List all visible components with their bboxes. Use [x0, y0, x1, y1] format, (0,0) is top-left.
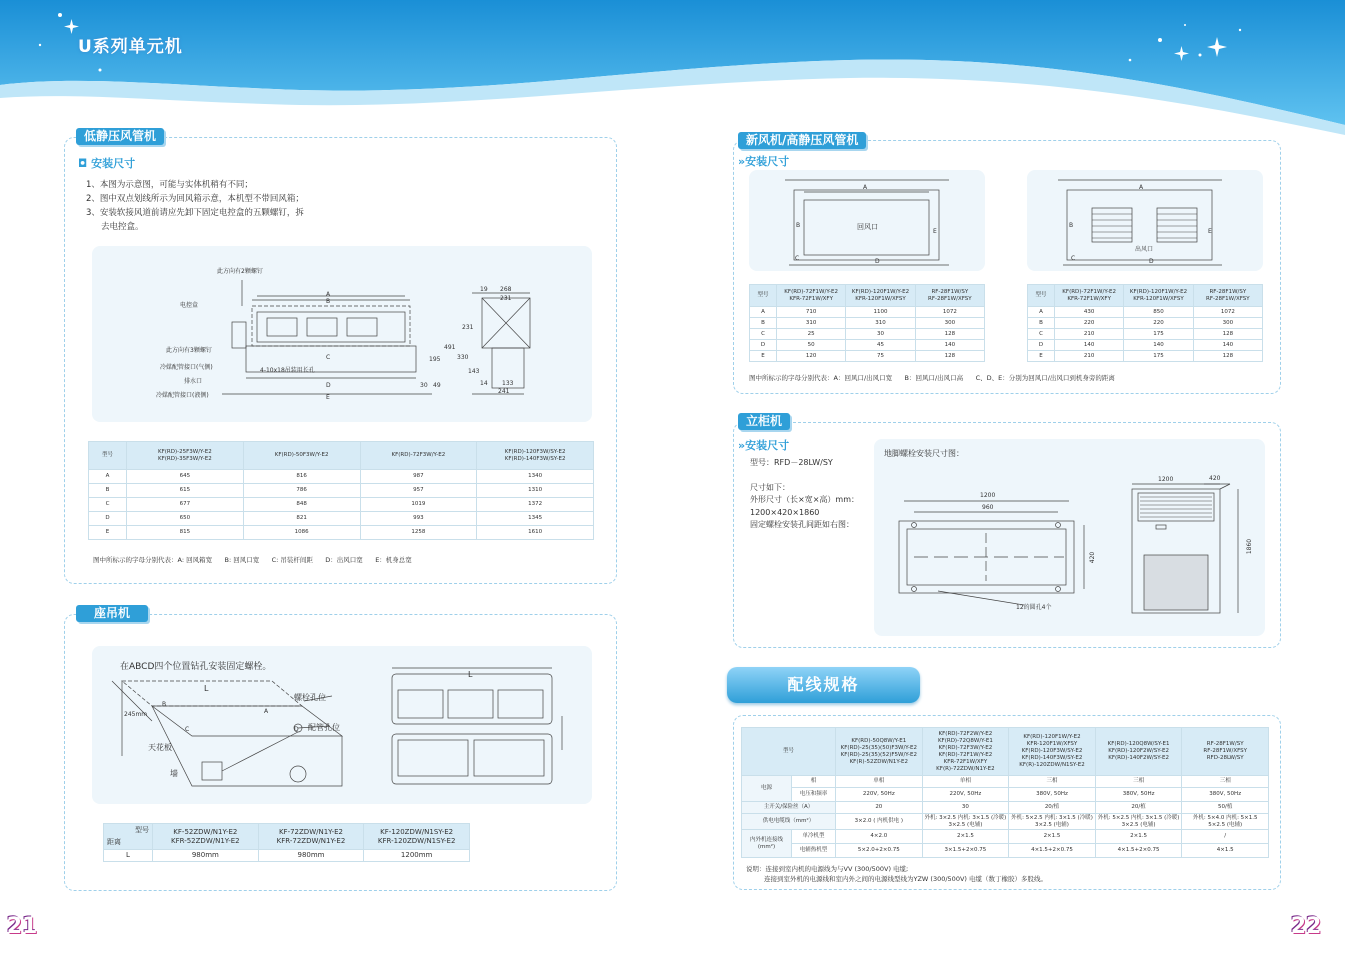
dim-E: E	[326, 394, 330, 401]
table-cell: 987	[360, 470, 477, 484]
table-row	[750, 351, 985, 362]
note-line: 2、图中双点划线所示为回风箱示意，本机型不带回风箱；	[86, 194, 304, 204]
table-cell: 1100	[846, 307, 915, 318]
fa2-A: A	[1139, 184, 1144, 191]
table-cell: 310	[846, 318, 915, 329]
cabinet-subtitle-row	[738, 437, 789, 453]
table-row	[742, 814, 1269, 830]
label-liquid-port: 冷媒配管接口(液侧)	[156, 392, 209, 399]
cabinet-model: 型号：RFD－28LW/SY	[750, 458, 833, 467]
series-title: U系列单元机	[78, 37, 183, 57]
fa1-center: 回风口	[857, 223, 878, 231]
table-cell: 电压和频率	[792, 788, 836, 802]
table-cell: E	[750, 351, 777, 362]
table-row	[1028, 307, 1263, 318]
table-cell: 850	[1124, 307, 1193, 318]
table-cell: 993	[360, 512, 477, 526]
table-cell: /	[1182, 830, 1269, 844]
table-cell: D	[750, 340, 777, 351]
label-holes: 12的圆孔4个	[1016, 604, 1052, 611]
table-row	[1028, 340, 1263, 351]
fresh-air-drawing-2	[1027, 170, 1263, 271]
ceiling-pipe-hole: 配管孔位	[308, 723, 340, 732]
fresh-air-table-1	[749, 284, 985, 362]
page-number-right: 22	[1290, 914, 1322, 939]
table-cell: 140	[1193, 340, 1262, 351]
table-row	[750, 307, 985, 318]
table-cell: L	[104, 850, 153, 862]
fa2-E: E	[1208, 228, 1212, 235]
cabinet-dims-line2: 1200×420×1860	[750, 507, 820, 517]
header-cell: 型号	[742, 728, 836, 776]
dim-960: 960	[982, 504, 994, 511]
cabinet-dims-line1: 外形尺寸（长×宽×高）mm：	[750, 495, 859, 504]
table-cell: 外机: 5×2.5 内机: 3×1.5 (冷暖) 3×2.5 (电辅)	[1095, 814, 1182, 830]
table-cell: 645	[127, 470, 244, 484]
chevron-icon: »	[738, 439, 746, 452]
table-cell: 单相	[836, 776, 923, 788]
unit-1860: 1860	[1246, 538, 1254, 555]
table-cell: 1310	[477, 484, 594, 498]
table-cell: 30	[922, 802, 1009, 814]
table-row	[742, 776, 1269, 788]
header-cell: 型号	[89, 442, 127, 470]
table-cell: 650	[127, 512, 244, 526]
table-cell: 980mm	[258, 850, 364, 862]
header-cell: 型号	[1028, 285, 1055, 307]
table-cell: 20	[836, 802, 923, 814]
low-static-notes	[86, 178, 304, 234]
wiring-note-1: 说明：连接到室内机的电源线为与VV (300/500V) 电缆;	[746, 865, 909, 873]
label-control-box: 电控盒	[180, 302, 199, 309]
table-cell: A	[1028, 307, 1055, 318]
label-drain: 排水口	[184, 378, 203, 385]
table-row	[1028, 329, 1263, 340]
table-row	[89, 470, 594, 484]
cabinet-spec	[750, 457, 859, 532]
table-cell: 128	[1193, 351, 1262, 362]
cabinet-drawing	[874, 439, 1265, 636]
table-row	[742, 844, 1269, 858]
label-direction-3: 此方向有3颗螺钉	[166, 347, 212, 354]
table-cell: 310	[777, 318, 846, 329]
ceiling-A: A	[264, 708, 269, 715]
chevron-icon: »	[738, 155, 746, 168]
header-cell: RF-28F1W/SY RF-28F1W/XFSY RFD-28LW/SY	[1182, 728, 1269, 776]
table-cell: 1372	[477, 498, 594, 512]
table-cell: 140	[1055, 340, 1124, 351]
fa1-B: B	[796, 222, 801, 229]
ceiling-L2: L	[468, 670, 473, 679]
low-static-diagram	[92, 246, 592, 422]
fa2-C: C	[1071, 255, 1076, 262]
header-cell: RF-28F1W/SY RF-28F1W/XFSY	[1193, 285, 1262, 307]
table-cell: 4×2.0	[836, 830, 923, 844]
table-cell: 1610	[477, 526, 594, 540]
table-row	[750, 318, 985, 329]
fa2-D: D	[1149, 258, 1154, 265]
low-static-table	[88, 441, 594, 540]
table-cell: 120	[777, 351, 846, 362]
table-cell: 电源	[742, 776, 792, 802]
table-cell: C	[89, 498, 127, 512]
table-cell: 380V, 50Hz	[1095, 788, 1182, 802]
table-cell: 980mm	[153, 850, 259, 862]
cabinet-dims-line3: 固定螺栓安装孔间距如右图：	[750, 520, 854, 529]
cabinet-subtitle: 安装尺寸	[745, 439, 790, 452]
wiring-note-2: 连接到室外机的电源线和室内外之间的电源线型线为YZW (300/500V) 电缆（数丁橡胶）多股线。	[764, 875, 1048, 883]
fa2-center: 出风口	[1135, 246, 1154, 253]
fresh-air-subtitle: 安装尺寸	[745, 155, 790, 168]
dim-B: B	[326, 298, 331, 305]
header-cell: KF-120ZDW/N1SY-E2 KFR-120ZDW/N1SY-E2	[364, 824, 470, 850]
ceiling-wall: 墙	[170, 769, 178, 778]
ceiling-bolt-hole: 螺栓孔位	[294, 693, 326, 702]
unit-420: 420	[1209, 475, 1221, 482]
table-cell: 128	[915, 351, 984, 362]
table-cell: 220	[1055, 318, 1124, 329]
corner-cell	[104, 824, 153, 850]
table-cell: 1019	[360, 498, 477, 512]
table-cell: 1258	[360, 526, 477, 540]
table-cell: 1072	[1193, 307, 1262, 318]
table-cell: C	[750, 329, 777, 340]
table-cell: 710	[777, 307, 846, 318]
header-cell: KF(RD)-72F3W/Y-E2	[360, 442, 477, 470]
ceiling-C: C	[185, 726, 190, 733]
note-line: 去电控盒。	[101, 222, 144, 232]
table-cell: 1340	[477, 470, 594, 484]
ceiling-board: 天花板	[148, 743, 172, 752]
table-row	[89, 512, 594, 526]
dim-A: A	[326, 291, 331, 298]
ceiling-D: D	[294, 726, 299, 733]
wiring-title-button: 配线规格	[727, 667, 920, 703]
table-cell: 786	[243, 484, 360, 498]
header-banner	[0, 0, 1345, 135]
fa2-B: B	[1069, 222, 1074, 229]
table-cell: 单相	[922, 776, 1009, 788]
header-cell: KF-72ZDW/N1Y-E2 KFR-72ZDW/N1Y-E2	[258, 824, 364, 850]
dim-231-v: 231	[462, 324, 474, 331]
table-cell: 4×1.5+2×0.75	[1009, 844, 1096, 858]
low-static-legend: 图中所标示的字母分别代表：A: 回风箱宽 B: 回风口宽 C: 吊装杆间距 D：出风口宽 E：机身总宽	[93, 556, 412, 564]
ceiling-table	[103, 823, 470, 862]
table-cell: 4×1.5+2×0.75	[1095, 844, 1182, 858]
table-cell: 主开关/保险丝（A）	[742, 802, 836, 814]
table-cell: 816	[243, 470, 360, 484]
table-cell: 50/植	[1182, 802, 1269, 814]
dim-268: 268	[500, 286, 512, 293]
table-cell: 三相	[1095, 776, 1182, 788]
header-cell: RF-28F1W/SY RF-28F1W/XFSY	[915, 285, 984, 307]
table-cell: 外机: 5×4.0 内机: 5×1.5 5×2.5 (电辅)	[1182, 814, 1269, 830]
table-row	[742, 802, 1269, 814]
table-cell: 430	[1055, 307, 1124, 318]
cabinet-tag: 立柜机	[738, 413, 790, 430]
table-cell: D	[1028, 340, 1055, 351]
table-cell: 140	[1124, 340, 1193, 351]
dim-491: 491	[444, 344, 456, 351]
cabinet-dims-title: 尺寸如下：	[750, 482, 790, 492]
fresh-air-table-2	[1027, 284, 1263, 362]
header-cell: 型号	[750, 285, 777, 307]
foot-title: 地脚螺栓安装尺寸图：	[884, 449, 964, 458]
ceiling-tag: 座吊机	[76, 605, 148, 622]
table-row	[1028, 318, 1263, 329]
header-cell: KF(RD)-72F1W/Y-E2 KFR-72F1W/XFY	[1055, 285, 1124, 307]
fa1-C: C	[795, 255, 800, 262]
dim-195: 195	[429, 356, 441, 363]
fresh-air-subtitle-row	[738, 153, 789, 169]
header-cell: KF(RD)-72F1W/Y-E2 KFR-72F1W/XFY	[777, 285, 846, 307]
fa1-E: E	[933, 228, 937, 235]
table-cell: 供电电缆线（mm²）	[742, 814, 836, 830]
table-cell: B	[89, 484, 127, 498]
table-cell: 128	[915, 329, 984, 340]
table-cell: 2×1.5	[1009, 830, 1096, 844]
table-cell: 380V, 50Hz	[1182, 788, 1269, 802]
table-cell: 5×2.0+2×0.75	[836, 844, 923, 858]
page-number-left: 21	[6, 914, 38, 939]
label-gas-port: 冷媒配管接口(气侧)	[160, 364, 213, 371]
fa1-A: A	[863, 184, 868, 191]
cabinet-diagram	[874, 439, 1265, 636]
table-row	[750, 329, 985, 340]
table-cell: 957	[360, 484, 477, 498]
table-row	[104, 850, 470, 862]
header-cell: KF(RD)-120F1W/Y-E2 KFR-120F1W/XFSY	[1124, 285, 1193, 307]
table-cell: 外机: 3×2.5 内机: 3×1.5 (冷暖) 3×2.5 (电辅)	[922, 814, 1009, 830]
table-cell: E	[89, 526, 127, 540]
table-cell: B	[1028, 318, 1055, 329]
table-cell: 1200mm	[364, 850, 470, 862]
note-line: 1、本图为示意图，可能与实体机稍有不同；	[86, 180, 253, 190]
dim-19: 19	[480, 286, 488, 293]
table-cell: E	[1028, 351, 1055, 362]
table-cell: A	[89, 470, 127, 484]
low-static-tag: 低静压风管机	[76, 128, 164, 145]
table-cell: 20/植	[1009, 802, 1096, 814]
dim-C: C	[326, 354, 331, 361]
table-cell: 175	[1124, 351, 1193, 362]
table-cell: D	[89, 512, 127, 526]
ceiling-245: 245mm	[124, 711, 148, 718]
dim-420: 420	[1089, 551, 1097, 564]
table-cell: 300	[915, 318, 984, 329]
table-row	[89, 498, 594, 512]
note-line: 3、安装软接风道前请应先卸下固定电控盒的五颗螺钉，拆	[86, 208, 304, 218]
table-cell: 380V, 50Hz	[1009, 788, 1096, 802]
table-cell: 25	[777, 329, 846, 340]
table-cell: 2×1.5	[1095, 830, 1182, 844]
dim-1200: 1200	[980, 492, 996, 499]
table-row	[742, 788, 1269, 802]
corner-top: 型号	[135, 826, 149, 834]
wiring-notes	[746, 864, 1047, 884]
table-row	[89, 526, 594, 540]
table-cell: B	[750, 318, 777, 329]
table-cell: 内外机连接线(mm²)	[742, 830, 792, 858]
table-cell: 175	[1124, 329, 1193, 340]
table-cell: 外机: 5×2.5 内机: 3×1.5 (冷暖) 3×2.5 (电辅)	[1009, 814, 1096, 830]
low-static-subtitle: 安装尺寸	[91, 157, 136, 170]
table-cell: 2×1.5	[922, 830, 1009, 844]
table-cell: 210	[1055, 329, 1124, 340]
table-row	[1028, 351, 1263, 362]
header-cell: KF(RD)-25F3W/Y-E2 KF(RD)-35F3W/Y-E2	[127, 442, 244, 470]
table-cell: 1345	[477, 512, 594, 526]
table-cell: 1072	[915, 307, 984, 318]
table-cell: C	[1028, 329, 1055, 340]
unit-1200: 1200	[1158, 476, 1174, 483]
table-cell: 140	[915, 340, 984, 351]
fresh-air-legend: 图中所标示的字母分别代表：A：回风口/出风口宽 B：回风口/出风口高 C、D、E：分别为回风口/出风口到机身旁的距离	[749, 374, 1115, 382]
table-cell: 50	[777, 340, 846, 351]
header-cell: KF(RD)-120F1W/Y-E2 KFR-120F1W/XFSY KF(RD)-120F3W/SY-E2 KF(RD)-140F3W/SY-E2 KF(R)-120ZDW/N1SY-E2	[1009, 728, 1096, 776]
table-cell: 相	[792, 776, 836, 788]
table-cell: 三相	[1182, 776, 1269, 788]
header-cell: KF(RD)-50F3W/Y-E2	[243, 442, 360, 470]
table-cell: 1086	[243, 526, 360, 540]
table-cell: A	[750, 307, 777, 318]
corner-bottom: 距离	[107, 838, 121, 846]
table-cell: 220V, 50Hz	[922, 788, 1009, 802]
header-cell: KF(RD)-120Q8W/SY-E1 KF(RD)-120F2W/SY-E2 KF(RD)-140F2W/SY-E2	[1095, 728, 1182, 776]
table-cell: 220V, 50Hz	[836, 788, 923, 802]
table-cell: 210	[1055, 351, 1124, 362]
table-cell: 220	[1124, 318, 1193, 329]
table-cell: 45	[846, 340, 915, 351]
table-row	[89, 484, 594, 498]
table-cell: 20/植	[1095, 802, 1182, 814]
table-cell: 821	[243, 512, 360, 526]
table-cell: 3×2.0 ( 内机供电 )	[836, 814, 923, 830]
dim-241: 241	[498, 388, 510, 395]
ceiling-B: B	[162, 701, 167, 708]
dim-330: 330	[457, 354, 469, 361]
table-cell: 单冷机型	[792, 830, 836, 844]
label-hanging-holes: 4-10x18吊装用长孔	[260, 367, 315, 374]
table-cell: 677	[127, 498, 244, 512]
table-cell: 三相	[1009, 776, 1096, 788]
table-cell: 30	[846, 329, 915, 340]
header-cell: KF(RD)-120F1W/Y-E2 KFR-120F1W/XFSY	[846, 285, 915, 307]
table-row	[742, 830, 1269, 844]
table-row	[750, 340, 985, 351]
table-cell: 3×1.5+2×0.75	[922, 844, 1009, 858]
header-cell: KF(RD)-72F2W/Y-E2 KF(RD)-72Q8W/Y-E1 KF(RD)-72F3W/Y-E2 KF(RD)-72F1W/Y-E2 KFR-72F1W/XFY KF(R)-72ZDW/N1Y-E2	[922, 728, 1009, 776]
dim-30: 30	[420, 382, 428, 389]
dim-49: 49	[433, 382, 441, 389]
fa1-D: D	[875, 258, 880, 265]
dim-14: 14	[480, 380, 488, 387]
table-cell: 615	[127, 484, 244, 498]
table-cell: 75	[846, 351, 915, 362]
ceiling-instruction: 在ABCD四个位置钻孔安装固定螺栓。	[120, 662, 272, 672]
table-cell: 300	[1193, 318, 1262, 329]
table-cell: 4×1.5	[1182, 844, 1269, 858]
ceiling-L-label: L	[204, 684, 209, 693]
dim-133: 133	[502, 380, 514, 387]
fresh-air-tag: 新风机/高静压风管机	[738, 132, 866, 149]
table-cell: 815	[127, 526, 244, 540]
dim-D: D	[326, 382, 331, 389]
dim-143: 143	[468, 368, 480, 375]
bullet-icon: ◘	[78, 157, 88, 170]
wiring-table	[741, 727, 1269, 858]
header-cell: KF(RD)-120F3W/SY-E2 KF(RD)-140F3W/SY-E2	[477, 442, 594, 470]
table-cell: 128	[1193, 329, 1262, 340]
fresh-air-diagram-1	[749, 170, 985, 271]
label-direction-2: 此方向有2颗螺钉	[217, 268, 263, 275]
low-static-subtitle-row	[78, 155, 135, 171]
dim-231: 231	[500, 295, 512, 302]
header-cell: KF(RD)-50Q8W/Y-E1 KF(RD)-25(35)(50)F3W/Y-E2 KF(RD)-25(35)(52)F5W/Y-E2 KF(R)-52ZDW/N1Y-E2	[836, 728, 923, 776]
table-cell: 848	[243, 498, 360, 512]
header-cell: KF-52ZDW/N1Y-E2 KFR-52ZDW/N1Y-E2	[153, 824, 259, 850]
table-cell: 电辅热机型	[792, 844, 836, 858]
fresh-air-diagram-2	[1027, 170, 1263, 271]
